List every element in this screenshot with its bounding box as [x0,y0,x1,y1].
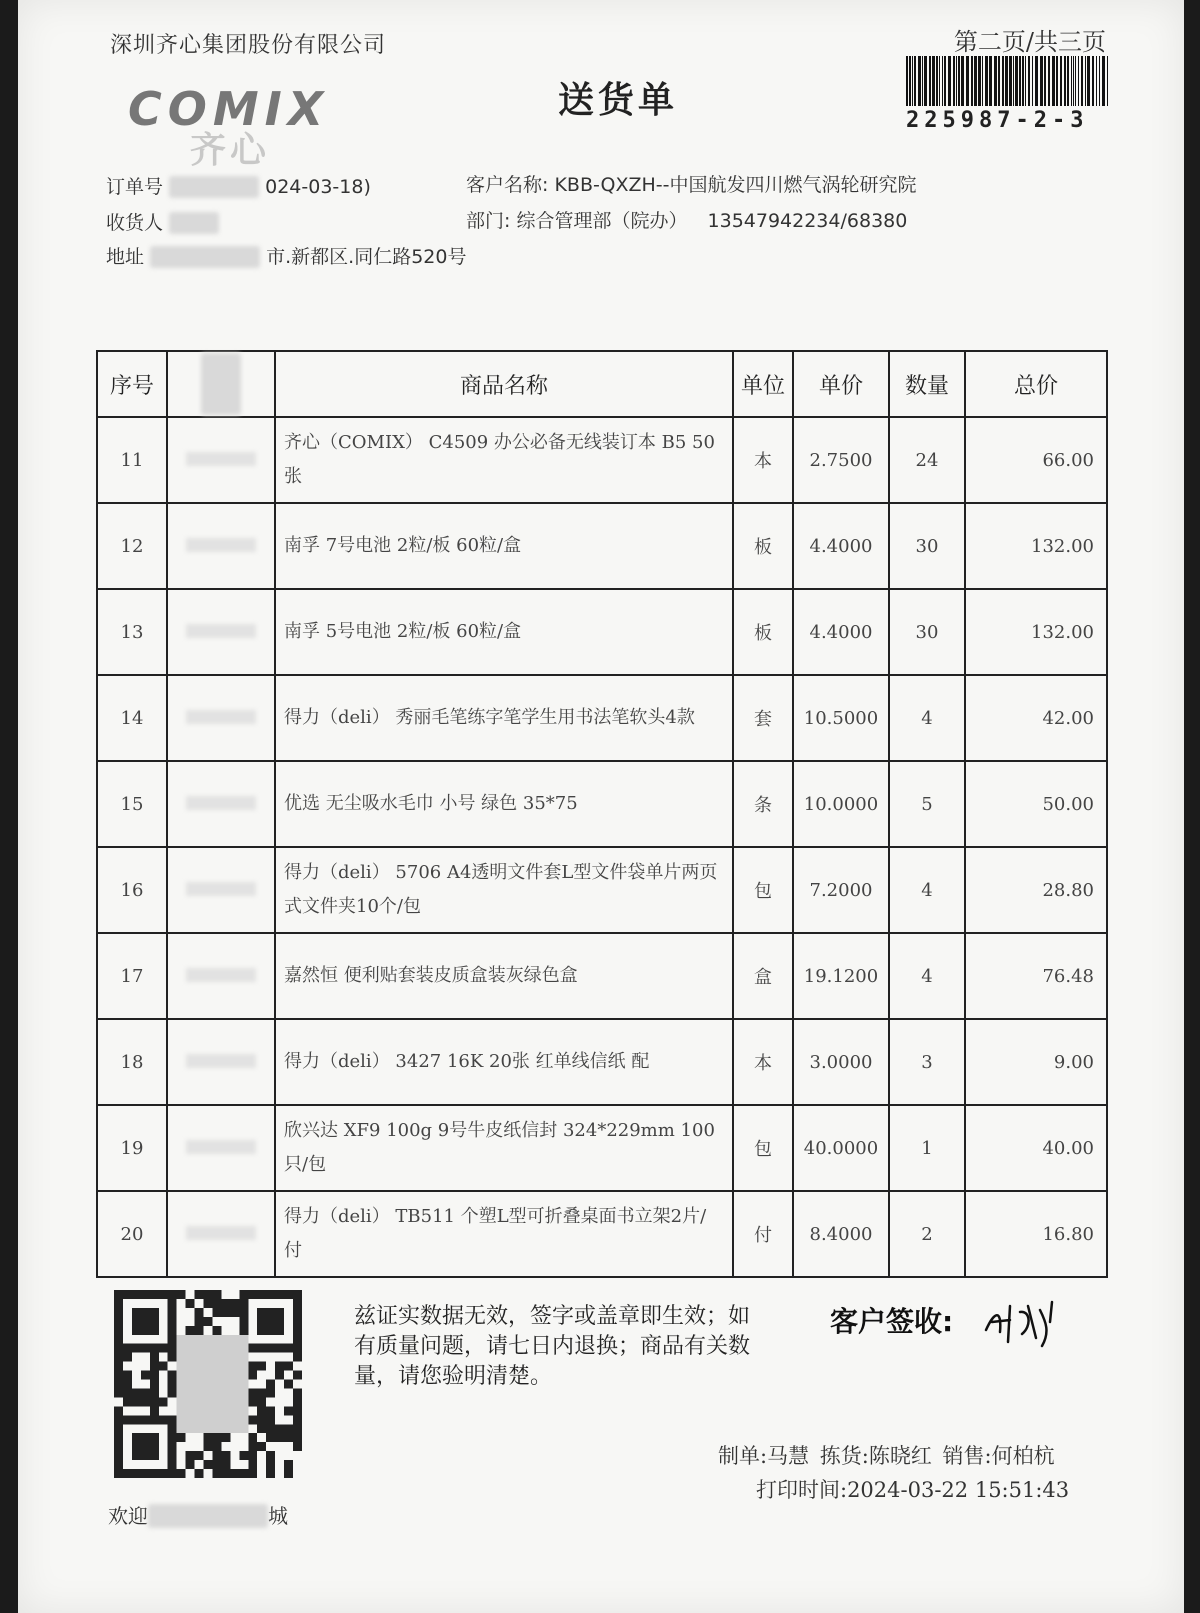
redacted-order-number [169,176,259,198]
row-no: 11 [97,417,167,503]
redacted-code [186,1054,256,1068]
row-unit: 包 [733,1105,793,1191]
delivery-note [18,0,1184,1613]
qr-caption-prefix: 欢迎 [108,1504,148,1528]
receiver-row [106,208,219,235]
notice-text: 兹证实数据无效，签字或盖章即生效；如有质量问题，请七日内退换；商品有关数量，请您验明清楚。 [354,1304,751,1389]
redacted-code [186,882,256,896]
row-name: 南孚 5号电池 2粒/板 60粒/盒 [275,589,733,675]
row-total: 50.00 [965,761,1107,847]
row-total: 28.80 [965,847,1107,933]
redacted-address [150,246,260,268]
address-label: 地址 [106,246,145,268]
table-row [97,503,1107,589]
company-name: 深圳齐心集团股份有限公司 [110,33,387,58]
row-name: 得力（deli） 秀丽毛笔练字笔学生用书法笔软头4款 [275,675,733,761]
qr-caption [108,1500,288,1529]
redacted-caption [148,1504,268,1528]
row-total: 132.00 [965,589,1107,675]
row-name: 欣兴达 XF9 100g 9号牛皮纸信封 324*229mm 100只/包 [275,1105,733,1191]
row-total: 9.00 [965,1019,1107,1105]
row-qty: 24 [889,417,965,503]
page-number: 第二页/共三页 [953,28,1106,56]
customer-label: 客户名称: [466,174,549,196]
row-price: 8.4000 [793,1191,889,1277]
row-qty: 4 [889,847,965,933]
row-price: 10.5000 [793,675,889,761]
row-code [167,1019,275,1105]
row-name: 嘉然恒 便利贴套装皮质盒装灰绿色盒 [275,933,733,1019]
table-header-row [97,351,1107,417]
row-code [167,761,275,847]
row-price: 10.0000 [793,761,889,847]
row-no: 18 [97,1019,167,1105]
row-price: 7.2000 [793,847,889,933]
table-row [97,1019,1107,1105]
table-row [97,675,1107,761]
table-row [97,1105,1107,1191]
row-unit: 盒 [733,933,793,1019]
customer-value: KBB-QXZH--中国航发四川燃气涡轮研究院 [554,174,917,196]
table-row [97,417,1107,503]
phone-value: 13547942234/68380 [707,210,908,232]
row-no: 15 [97,761,167,847]
row-no: 17 [97,933,167,1019]
row-code [167,1105,275,1191]
address-value: 市.新都区.同仁路520号 [266,246,467,268]
table-row [97,933,1107,1019]
row-qty: 30 [889,503,965,589]
department-row [466,206,907,233]
row-code [167,503,275,589]
comix-logo [128,82,348,172]
redacted-code [186,710,256,724]
header-name: 商品名称 [275,351,733,417]
table-row [97,1191,1107,1277]
header-total: 总价 [965,351,1107,417]
row-code [167,675,275,761]
row-code [167,933,275,1019]
items-table [96,350,1108,1278]
redacted-code [186,796,256,810]
row-name: 得力（deli） 3427 16K 20张 红单线信纸 配 [275,1019,733,1105]
row-qty: 2 [889,1191,965,1277]
qr-code-icon [114,1290,302,1478]
receiver-label: 收货人 [106,212,164,234]
qr-caption-suffix: 城 [268,1504,288,1528]
order-number-row [106,172,371,199]
row-total: 132.00 [965,503,1107,589]
handwritten-signature-icon [980,1292,1070,1352]
row-unit: 条 [733,761,793,847]
table-row [97,761,1107,847]
barcode-icon [906,56,1112,106]
row-no: 19 [97,1105,167,1191]
row-unit: 本 [733,417,793,503]
department-value: 综合管理部（院办） [516,210,688,232]
row-no: 12 [97,503,167,589]
row-no: 16 [97,847,167,933]
row-no: 13 [97,589,167,675]
table-row [97,847,1107,933]
row-unit: 包 [733,847,793,933]
row-price: 4.4000 [793,589,889,675]
row-qty: 3 [889,1019,965,1105]
row-total: 40.00 [965,1105,1107,1191]
redacted-code [186,538,256,552]
redacted-code [186,624,256,638]
redacted-receiver [169,212,219,234]
order-number-value: 024-03-18) [265,176,371,198]
row-name: 齐心（COMIX） C4509 办公必备无线装订本 B5 50张 [275,417,733,503]
row-total: 76.48 [965,933,1107,1019]
row-code [167,417,275,503]
row-price: 2.7500 [793,417,889,503]
header-qty: 数量 [889,351,965,417]
row-name: 得力（deli） TB511 个塑L型可折叠桌面书立架2片/付 [275,1191,733,1277]
row-code [167,589,275,675]
row-price: 19.1200 [793,933,889,1019]
customer-row [466,170,917,197]
logo-subtext: 齐心 [190,130,271,171]
header-code [167,351,275,417]
customer-sign-label: 客户签收: [830,1305,954,1338]
redacted-code [186,1226,256,1240]
row-unit: 付 [733,1191,793,1277]
row-code [167,1191,275,1277]
order-number-label: 订单号 [106,176,164,198]
print-time: 打印时间:2024-03-22 15:51:43 [756,1478,1070,1502]
row-qty: 30 [889,589,965,675]
row-unit: 板 [733,503,793,589]
row-price: 40.0000 [793,1105,889,1191]
row-no: 20 [97,1191,167,1277]
row-total: 66.00 [965,417,1107,503]
row-name: 南孚 7号电池 2粒/板 60粒/盒 [275,503,733,589]
row-qty: 4 [889,675,965,761]
logo-wordmark: COMIX [128,82,330,136]
row-name: 优选 无尘吸水毛巾 小号 绿色 35*75 [275,761,733,847]
row-total: 16.80 [965,1191,1107,1277]
table-row [97,589,1107,675]
barcode-number: 225987-2-3 [906,108,1089,133]
header-no: 序号 [97,351,167,417]
row-price: 3.0000 [793,1019,889,1105]
address-row [106,242,466,269]
header-price: 单价 [793,351,889,417]
staff-info: 制单:马慧 拣货:陈晓红 销售:何柏杭 [718,1444,1055,1468]
row-price: 4.4000 [793,503,889,589]
row-name: 得力（deli） 5706 A4透明文件套L型文件袋单片两页式文件夹10个/包 [275,847,733,933]
redacted-code [186,452,256,466]
row-qty: 1 [889,1105,965,1191]
row-unit: 本 [733,1019,793,1105]
row-code [167,847,275,933]
row-total: 42.00 [965,675,1107,761]
row-unit: 套 [733,675,793,761]
redacted-code [186,968,256,982]
row-no: 14 [97,675,167,761]
row-unit: 板 [733,589,793,675]
department-label: 部门: [466,210,511,232]
document-title: 送货单 [558,80,679,121]
redacted-code [186,1140,256,1154]
header-unit: 单位 [733,351,793,417]
row-qty: 5 [889,761,965,847]
row-qty: 4 [889,933,965,1019]
